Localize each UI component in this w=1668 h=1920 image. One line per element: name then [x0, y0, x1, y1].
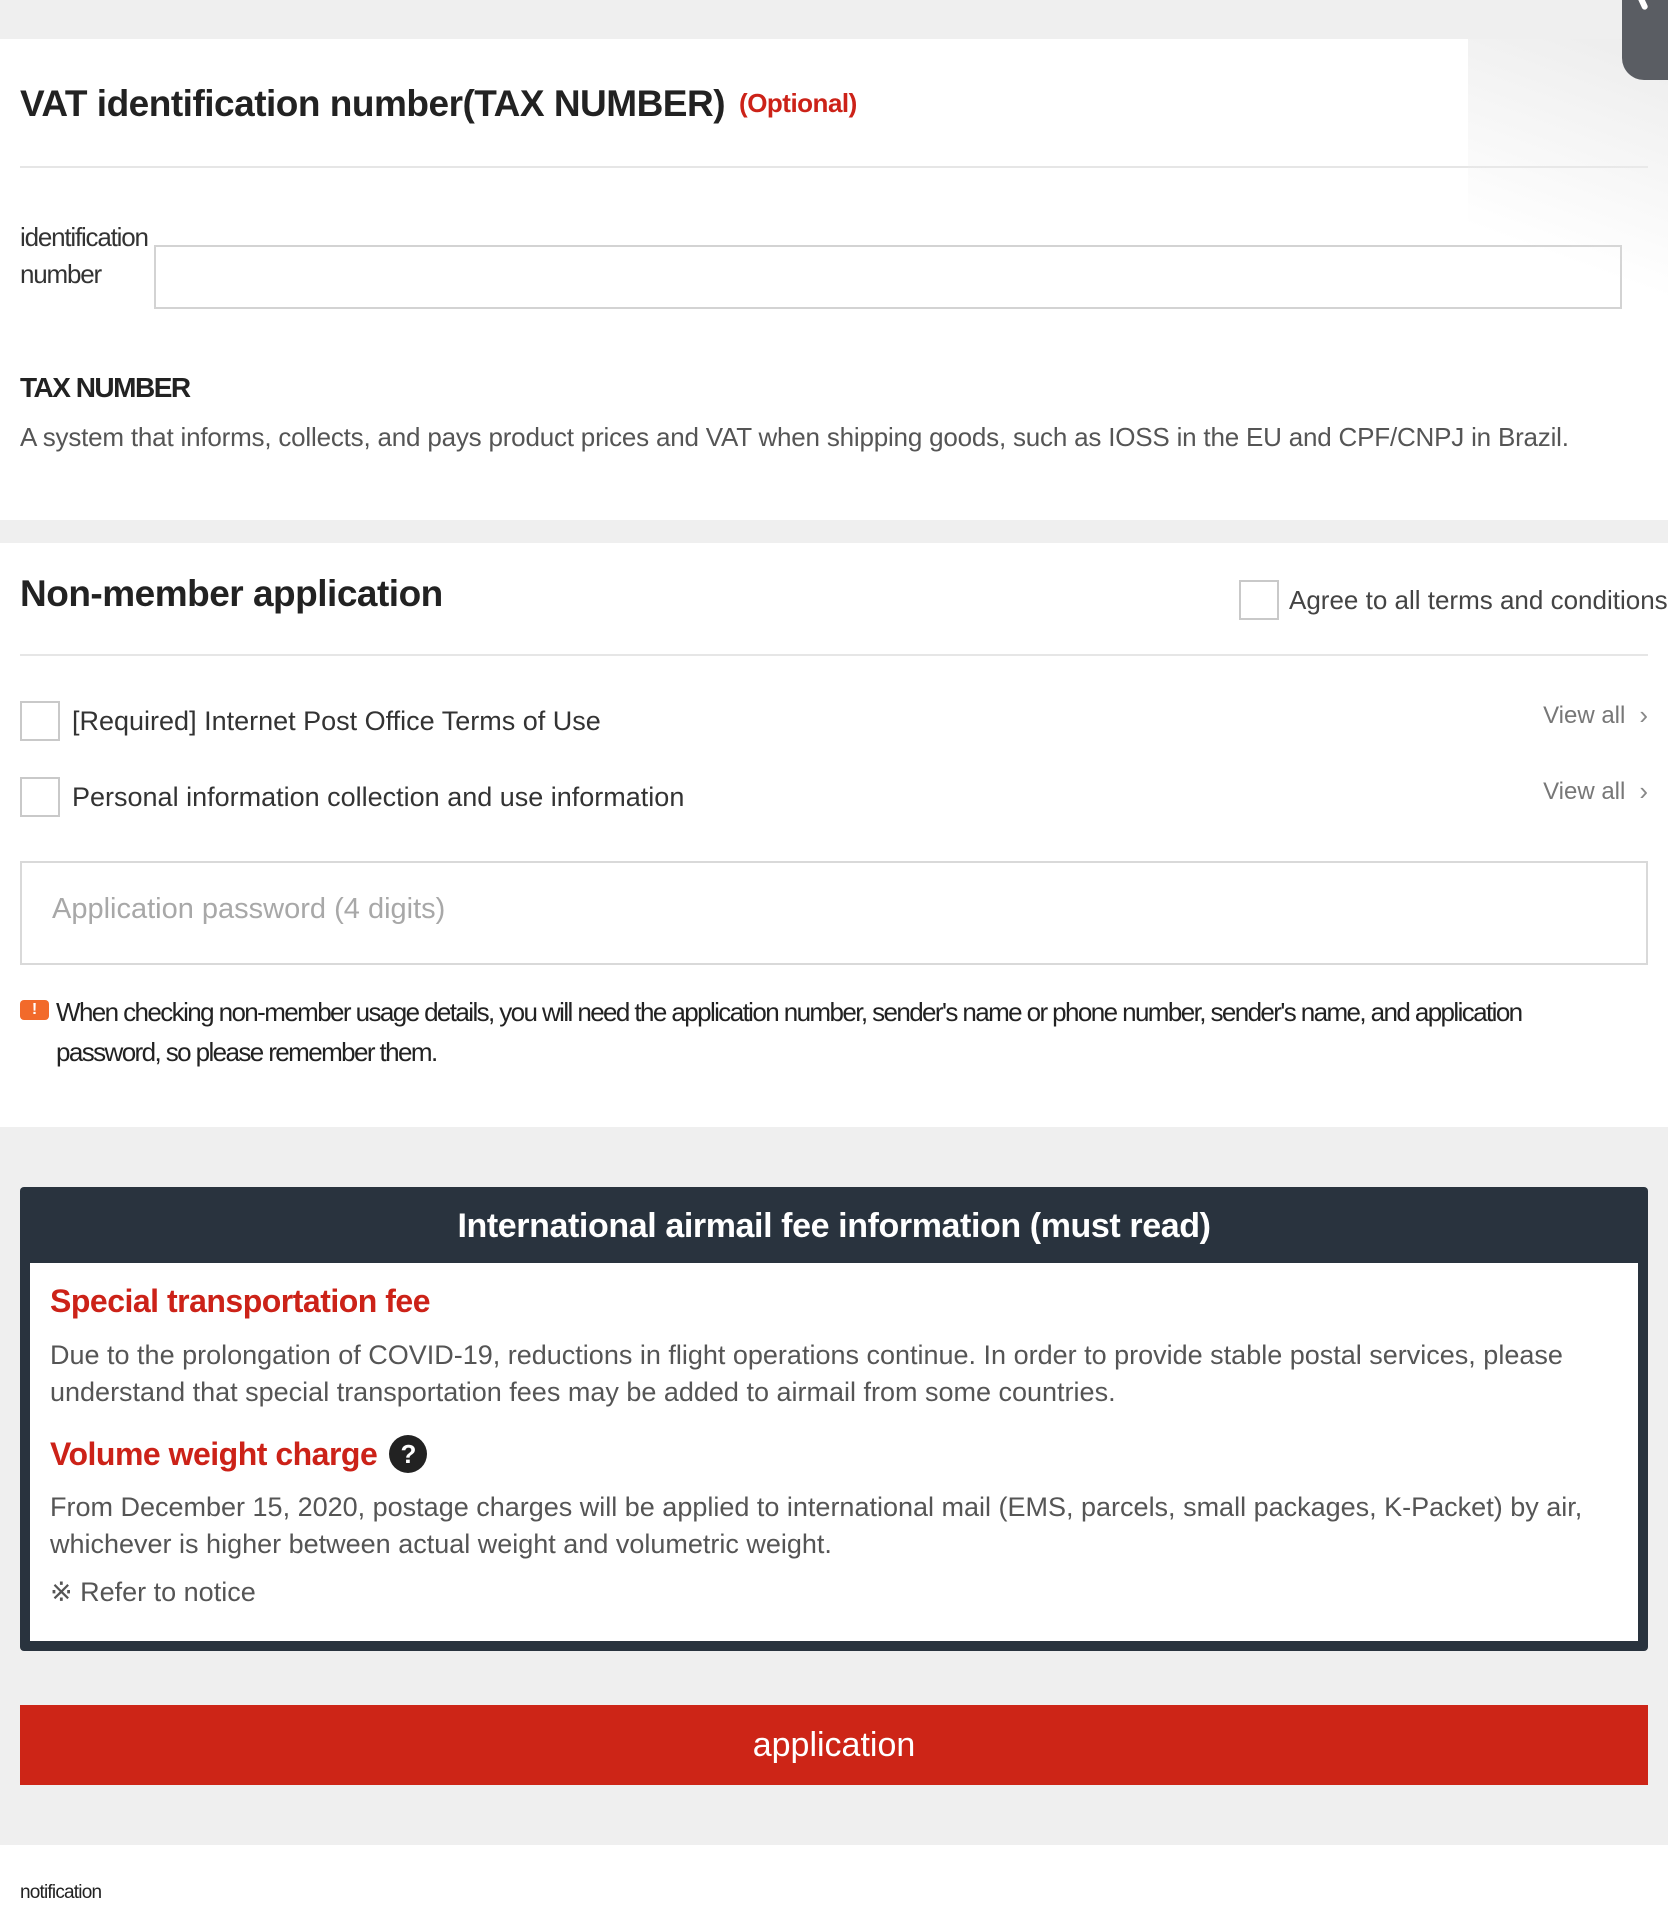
vat-title-text: VAT identification number(TAX NUMBER) [20, 83, 726, 124]
terms-of-use-view-all[interactable] [1543, 700, 1648, 731]
special-fee-text: Due to the prolongation of COVID-19, reductions in flight operations continue. In order to provide stable postal services, please understand that special transportation fees may be added to airmail from some countries. [50, 1340, 1563, 1407]
agree-all[interactable] [1239, 580, 1668, 620]
agree-all-checkbox[interactable] [1239, 580, 1279, 620]
chevron-right-icon: › [1639, 700, 1648, 730]
term-row-personal-info [20, 776, 1648, 818]
personal-info-checkbox[interactable] [20, 777, 60, 817]
chevron-right-icon: › [1639, 776, 1648, 806]
application-password-input[interactable] [20, 861, 1648, 965]
personal-info-view-all[interactable] [1543, 776, 1648, 807]
volume-weight-title: Volume weight charge [50, 1435, 378, 1472]
side-handle-icon[interactable] [1622, 0, 1668, 80]
view-all-label: View all [1543, 701, 1626, 729]
optional-label: (Optional) [739, 88, 857, 118]
notice [20, 992, 1620, 1072]
special-fee-title: Special transportation fee [50, 1283, 430, 1319]
top-strip [0, 0, 1668, 17]
terms-of-use-checkbox[interactable] [20, 701, 60, 741]
non-member-title: Non-member application [20, 573, 443, 614]
non-member-section [0, 543, 1668, 1127]
terms-of-use-label: [Required] Internet Post Office Terms of Use [72, 705, 601, 736]
personal-info-label: Personal information collection and use information [72, 781, 685, 812]
application-button[interactable]: application [20, 1705, 1648, 1785]
refer-notice: ※ Refer to notice [50, 1577, 256, 1607]
footer [0, 1845, 1668, 1920]
question-circle-icon[interactable]: ? [389, 1435, 427, 1473]
fee-info-panel [20, 1187, 1648, 1651]
vat-title [20, 83, 857, 125]
fee-info-body [30, 1263, 1638, 1641]
warning-icon: ! [20, 1000, 49, 1020]
tax-number-heading: TAX NUMBER [20, 372, 190, 403]
password-placeholder: Application password (4 digits) [52, 893, 446, 925]
agree-all-label: Agree to all terms and conditions [1289, 584, 1668, 615]
divider [20, 654, 1648, 656]
volume-weight-text: From December 15, 2020, postage charges will be applied to international mail (EMS, parcels, small packages, K-Packet) by air, whichever is higher between actual weight and volumetric weight. [50, 1492, 1583, 1559]
tax-number-description: A system that informs, collects, and pays product prices and VAT when shipping goods, such as IOSS in the EU and CPF/CNPJ in Brazil. [20, 422, 1569, 452]
view-all-label: View all [1543, 777, 1626, 805]
term-row-terms-of-use [20, 700, 1648, 742]
notice-text: When checking non-member usage details, you will need the application number, sender's name or phone number, sender's name, and application password, so please remember them. [56, 997, 1522, 1067]
vat-section [0, 39, 1668, 520]
volume-weight-heading [50, 1435, 427, 1473]
notification-label: notification [20, 1882, 102, 1903]
id-number-input[interactable] [154, 245, 1622, 309]
id-number-label: identification number [20, 222, 148, 289]
divider [20, 166, 1648, 168]
fee-info-heading: International airmail fee information (must read) [457, 1207, 1211, 1245]
